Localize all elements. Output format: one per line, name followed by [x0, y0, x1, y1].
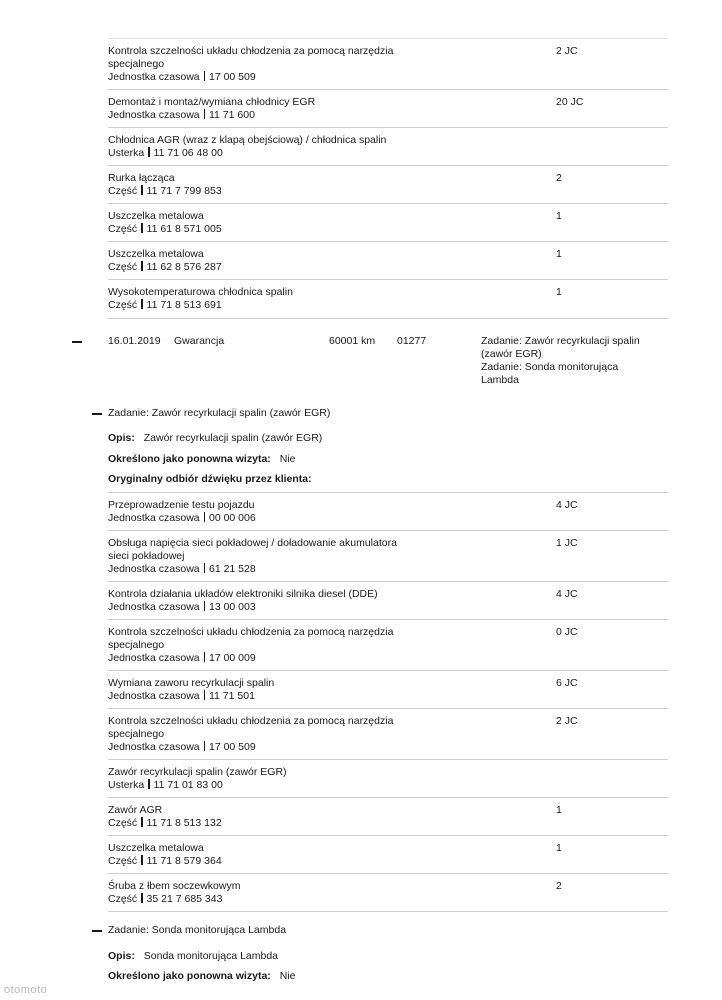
list-item — [108, 537, 668, 576]
list-item — [108, 210, 668, 236]
item-code: Jednostka czasowa 17 00 509 — [108, 71, 256, 83]
divider — [108, 241, 668, 242]
list-item — [108, 45, 668, 84]
divider — [108, 911, 668, 912]
item-qty: 0 JC — [556, 626, 578, 638]
item-qty: 20 JC — [556, 96, 584, 108]
item-qty: 4 JC — [556, 588, 578, 600]
divider — [108, 708, 668, 709]
item-code: Usterka 11 71 06 48 00 — [108, 147, 223, 159]
item-qty: 1 — [556, 842, 562, 854]
list-item — [108, 588, 668, 614]
divider — [108, 835, 668, 836]
item-qty: 2 — [556, 880, 562, 892]
divider — [108, 279, 668, 280]
revisit-row — [108, 453, 295, 466]
description-value: Sonda monitorująca Lambda — [143, 950, 279, 962]
item-name: Kontrola szczelności układu chłodzenia za pomocą narzędzia specjalnego — [108, 715, 394, 740]
list-item — [108, 286, 668, 312]
list-item — [108, 677, 668, 703]
item-qty: 2 JC — [556, 45, 578, 57]
item-name: Kontrola szczelności układu chłodzenia za pomocą narzędzia specjalnego — [108, 626, 394, 651]
divider — [108, 670, 668, 671]
sound-row — [108, 473, 312, 486]
entry-number: 01277 — [397, 335, 427, 347]
revisit-value: Nie — [279, 453, 296, 465]
item-qty: 2 — [556, 172, 562, 184]
item-code: Część 11 71 8 579 364 — [108, 855, 222, 867]
watermark: otomoto — [4, 984, 48, 996]
item-qty: 4 JC — [556, 499, 578, 511]
item-qty: 1 — [556, 286, 562, 298]
item-name: Wymiana zaworu recyrkulacji spalin — [108, 677, 275, 689]
entry-tasks: Zadanie: Zawór recyrkulacji spalin (zawór EGR) Zadanie: Sonda monitorująca Lambda — [481, 335, 640, 386]
item-code: Część 11 61 8 571 005 — [108, 223, 222, 235]
list-item — [108, 804, 668, 830]
item-name: Uszczelka metalowa — [108, 210, 204, 222]
item-qty: 1 JC — [556, 537, 578, 549]
task-title: Zadanie: Sonda monitorująca Lambda — [108, 924, 287, 936]
item-code: Jednostka czasowa 61 21 528 — [108, 563, 256, 575]
item-code: Część 11 62 8 576 287 — [108, 261, 222, 273]
item-qty: 1 — [556, 210, 562, 222]
sound-label: Oryginalny odbiór dźwięku przez klienta: — [108, 473, 312, 485]
list-item — [108, 766, 668, 792]
item-qty: 6 JC — [556, 677, 578, 689]
list-item — [108, 248, 668, 274]
collapse-task-icon[interactable] — [92, 413, 102, 415]
item-code: Część 11 71 8 513 691 — [108, 299, 222, 311]
description-label: Opis: — [108, 432, 135, 444]
revisit-label: Określono jako ponowna wizyta: — [108, 970, 271, 982]
entry-type: Gwarancja — [174, 335, 225, 347]
divider — [108, 797, 668, 798]
description-row — [108, 950, 278, 963]
item-name: Uszczelka metalowa — [108, 842, 204, 854]
item-name: Rurka łącząca — [108, 172, 175, 184]
description-value: Zawór recyrkulacji spalin (zawór EGR) — [143, 432, 323, 444]
divider — [108, 318, 668, 319]
item-code: Jednostka czasowa 11 71 600 — [108, 109, 255, 121]
item-name: Chłodnica AGR (wraz z klapą obejściową) / chłodnica spalin — [108, 134, 387, 146]
item-code: Część 11 71 8 513 132 — [108, 817, 222, 829]
divider — [108, 873, 668, 874]
list-item — [108, 626, 668, 665]
item-code: Usterka 11 71 01 83 00 — [108, 779, 223, 791]
list-item — [108, 499, 668, 525]
item-code: Jednostka czasowa 17 00 009 — [108, 652, 256, 664]
item-code: Jednostka czasowa 13 00 003 — [108, 601, 256, 613]
item-code: Część 35 21 7 685 343 — [108, 893, 223, 905]
item-qty: 2 JC — [556, 715, 578, 727]
divider — [108, 165, 668, 166]
divider — [108, 492, 668, 493]
list-item — [108, 134, 668, 160]
item-code: Część 11 71 7 799 853 — [108, 185, 222, 197]
entry-date: 16.01.2019 — [108, 335, 161, 347]
description-row — [108, 432, 322, 445]
item-name: Kontrola szczelności układu chłodzenia za pomocą narzędzia specjalnego — [108, 45, 394, 70]
revisit-value: Nie — [279, 970, 296, 982]
list-item — [108, 172, 668, 198]
revisit-row — [108, 970, 295, 983]
item-qty: 1 — [556, 804, 562, 816]
revisit-label: Określono jako ponowna wizyta: — [108, 453, 271, 465]
top-divider — [108, 38, 668, 39]
divider — [108, 530, 668, 531]
list-item — [108, 715, 668, 754]
item-name: Demontaż i montaż/wymiana chłodnicy EGR — [108, 96, 316, 108]
list-item — [108, 880, 668, 906]
divider — [108, 127, 668, 128]
divider — [108, 203, 668, 204]
item-name: Zawór recyrkulacji spalin (zawór EGR) — [108, 766, 287, 778]
item-name: Śruba z łbem soczewkowym — [108, 880, 241, 892]
divider — [108, 89, 668, 90]
item-code: Jednostka czasowa 11 71 501 — [108, 690, 255, 702]
item-qty: 1 — [556, 248, 562, 260]
item-name: Uszczelka metalowa — [108, 248, 204, 260]
collapse-task-icon[interactable] — [92, 930, 102, 932]
divider — [108, 581, 668, 582]
item-name: Zawór AGR — [108, 804, 163, 816]
item-name: Obsługa napięcia sieci pokładowej / doładowanie akumulatora sieci pokładowej — [108, 537, 397, 562]
entry-mileage: 60001 km — [329, 335, 376, 347]
item-code: Jednostka czasowa 17 00 509 — [108, 741, 256, 753]
list-item — [108, 842, 668, 868]
collapse-entry-icon[interactable] — [72, 341, 82, 343]
list-item — [108, 96, 668, 122]
divider — [108, 619, 668, 620]
divider — [108, 759, 668, 760]
item-name: Kontrola działania układów elektroniki silnika diesel (DDE) — [108, 588, 378, 600]
item-code: Jednostka czasowa 00 00 006 — [108, 512, 256, 524]
item-name: Przeprowadzenie testu pojazdu — [108, 499, 255, 511]
task-title: Zadanie: Zawór recyrkulacji spalin (zawór EGR) — [108, 407, 331, 419]
item-name: Wysokotemperaturowa chłodnica spalin — [108, 286, 293, 298]
description-label: Opis: — [108, 950, 135, 962]
